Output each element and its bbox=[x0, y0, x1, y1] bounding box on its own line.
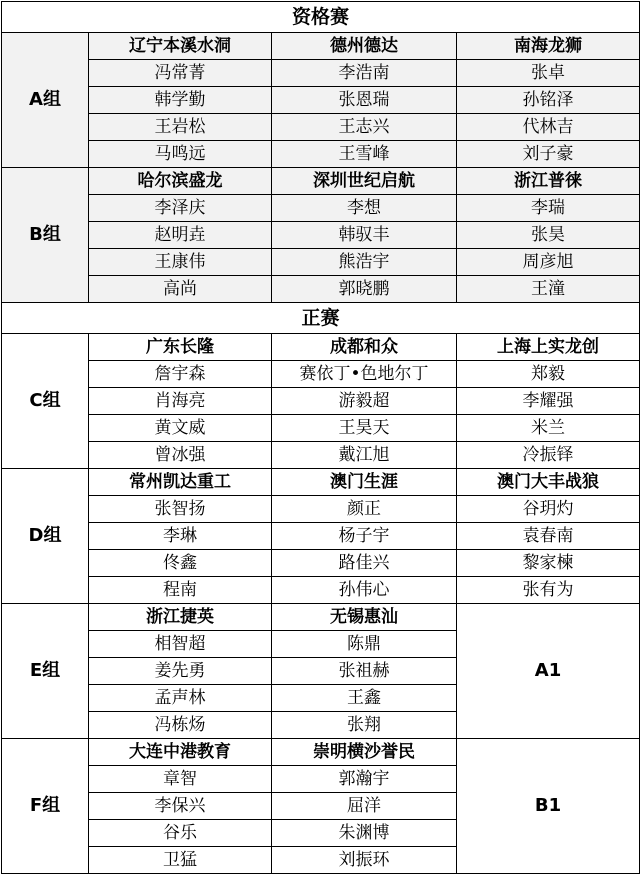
player-name: 游毅超 bbox=[272, 388, 457, 415]
player-name: 张智扬 bbox=[89, 496, 272, 523]
team-name: 上海上实龙创 bbox=[457, 334, 640, 361]
player-name: 黎家楝 bbox=[457, 550, 640, 577]
player-name: 李浩南 bbox=[272, 60, 457, 87]
player-row bbox=[2, 496, 640, 523]
player-name: 张翔 bbox=[272, 712, 457, 739]
player-name: 马鸣远 bbox=[89, 141, 272, 168]
player-row bbox=[2, 60, 640, 87]
team-name: 哈尔滨盛龙 bbox=[89, 168, 272, 195]
player-name: 佟鑫 bbox=[89, 550, 272, 577]
player-name: 李想 bbox=[272, 195, 457, 222]
player-name: 冯栋炀 bbox=[89, 712, 272, 739]
seed-label: A1 bbox=[457, 604, 640, 739]
section-header-row bbox=[2, 2, 640, 33]
player-name: 刘子豪 bbox=[457, 141, 640, 168]
player-name: 王潼 bbox=[457, 276, 640, 303]
player-row bbox=[2, 222, 640, 249]
player-name: 杨子宇 bbox=[272, 523, 457, 550]
player-name: 赵明垚 bbox=[89, 222, 272, 249]
team-name: 无锡惠汕 bbox=[272, 604, 457, 631]
player-row bbox=[2, 415, 640, 442]
team-name: 常州凯达重工 bbox=[89, 469, 272, 496]
player-name: 王昊天 bbox=[272, 415, 457, 442]
player-name: 冷振铎 bbox=[457, 442, 640, 469]
team-header-row bbox=[2, 739, 640, 766]
group-label: E组 bbox=[2, 604, 89, 739]
group-label: B组 bbox=[2, 168, 89, 303]
section-header-row bbox=[2, 303, 640, 334]
player-name: 路佳兴 bbox=[272, 550, 457, 577]
team-name: 深圳世纪启航 bbox=[272, 168, 457, 195]
player-name: 郭晓鹏 bbox=[272, 276, 457, 303]
team-name: 浙江普徕 bbox=[457, 168, 640, 195]
schedule-table bbox=[1, 1, 640, 874]
team-header-row bbox=[2, 604, 640, 631]
player-name: 谷乐 bbox=[89, 820, 272, 847]
player-name: 周彦旭 bbox=[457, 249, 640, 276]
player-row bbox=[2, 361, 640, 388]
player-name: 姜先勇 bbox=[89, 658, 272, 685]
player-name: 孙伟心 bbox=[272, 577, 457, 604]
player-name: 张昊 bbox=[457, 222, 640, 249]
player-name: 高尚 bbox=[89, 276, 272, 303]
player-row bbox=[2, 249, 640, 276]
player-name: 韩驭丰 bbox=[272, 222, 457, 249]
player-name: 米兰 bbox=[457, 415, 640, 442]
team-header-row bbox=[2, 334, 640, 361]
player-name: 卫猛 bbox=[89, 847, 272, 874]
group-label: D组 bbox=[2, 469, 89, 604]
player-row bbox=[2, 87, 640, 114]
team-name: 澳门生涯 bbox=[272, 469, 457, 496]
section-title: 正赛 bbox=[2, 303, 640, 334]
team-name: 成都和众 bbox=[272, 334, 457, 361]
player-row bbox=[2, 276, 640, 303]
player-row bbox=[2, 577, 640, 604]
seed-label: B1 bbox=[457, 739, 640, 874]
player-name: 李琳 bbox=[89, 523, 272, 550]
player-name: 赛依丁•色地尔丁 bbox=[272, 361, 457, 388]
player-name: 陈鼎 bbox=[272, 631, 457, 658]
player-name: 王鑫 bbox=[272, 685, 457, 712]
player-name: 颜正 bbox=[272, 496, 457, 523]
player-name: 韩学勤 bbox=[89, 87, 272, 114]
player-name: 张恩瑞 bbox=[272, 87, 457, 114]
team-name: 崇明横沙誉民 bbox=[272, 739, 457, 766]
group-label: C组 bbox=[2, 334, 89, 469]
player-name: 朱渊博 bbox=[272, 820, 457, 847]
player-name: 谷玥灼 bbox=[457, 496, 640, 523]
player-name: 詹宇森 bbox=[89, 361, 272, 388]
player-name: 王雪峰 bbox=[272, 141, 457, 168]
player-row bbox=[2, 388, 640, 415]
player-name: 熊浩宇 bbox=[272, 249, 457, 276]
section-title: 资格赛 bbox=[2, 2, 640, 33]
player-name: 郑毅 bbox=[457, 361, 640, 388]
player-name: 刘振环 bbox=[272, 847, 457, 874]
player-name: 冯常菁 bbox=[89, 60, 272, 87]
player-name: 袁春南 bbox=[457, 523, 640, 550]
player-name: 张卓 bbox=[457, 60, 640, 87]
player-row bbox=[2, 141, 640, 168]
player-name: 郭瀚宇 bbox=[272, 766, 457, 793]
player-row bbox=[2, 550, 640, 577]
team-header-row bbox=[2, 33, 640, 60]
player-row bbox=[2, 114, 640, 141]
player-name: 程南 bbox=[89, 577, 272, 604]
player-name: 孟声林 bbox=[89, 685, 272, 712]
player-name: 李耀强 bbox=[457, 388, 640, 415]
team-header-row bbox=[2, 469, 640, 496]
player-name: 曾冰强 bbox=[89, 442, 272, 469]
player-name: 王志兴 bbox=[272, 114, 457, 141]
player-name: 李泽庆 bbox=[89, 195, 272, 222]
player-name: 张有为 bbox=[457, 577, 640, 604]
team-name: 南海龙狮 bbox=[457, 33, 640, 60]
player-name: 王康伟 bbox=[89, 249, 272, 276]
team-header-row bbox=[2, 168, 640, 195]
player-name: 李瑞 bbox=[457, 195, 640, 222]
team-name: 大连中港教育 bbox=[89, 739, 272, 766]
player-name: 李保兴 bbox=[89, 793, 272, 820]
player-name: 代林吉 bbox=[457, 114, 640, 141]
player-name: 屈洋 bbox=[272, 793, 457, 820]
player-row bbox=[2, 523, 640, 550]
player-name: 戴江旭 bbox=[272, 442, 457, 469]
group-label: A组 bbox=[2, 33, 89, 168]
player-name: 章智 bbox=[89, 766, 272, 793]
player-name: 黄文威 bbox=[89, 415, 272, 442]
player-row bbox=[2, 195, 640, 222]
team-name: 澳门大丰战狼 bbox=[457, 469, 640, 496]
team-name: 德州德达 bbox=[272, 33, 457, 60]
player-name: 肖海亮 bbox=[89, 388, 272, 415]
player-name: 孙铭泽 bbox=[457, 87, 640, 114]
team-name: 辽宁本溪水洞 bbox=[89, 33, 272, 60]
team-name: 广东长隆 bbox=[89, 334, 272, 361]
player-name: 张祖赫 bbox=[272, 658, 457, 685]
player-row bbox=[2, 442, 640, 469]
player-name: 王岩松 bbox=[89, 114, 272, 141]
group-label: F组 bbox=[2, 739, 89, 874]
team-name: 浙江捷英 bbox=[89, 604, 272, 631]
player-name: 相智超 bbox=[89, 631, 272, 658]
